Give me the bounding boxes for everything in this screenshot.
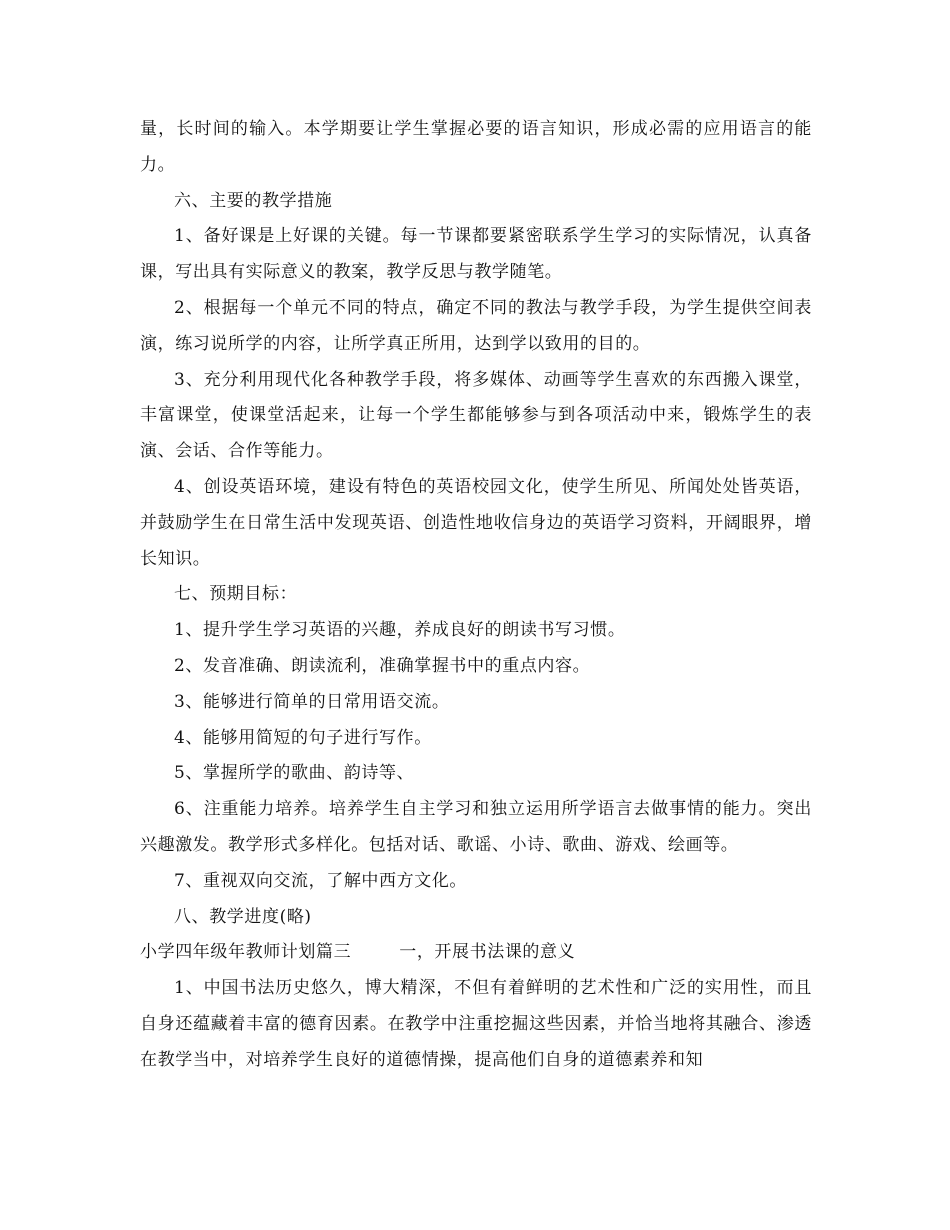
paragraph-goal-3: 3、能够进行简单的日常用语交流。	[174, 691, 450, 712]
paragraph-goal-4: 4、能够用简短的句子进行写作。	[174, 727, 432, 748]
paragraph-goal-5: 5、掌握所学的歌曲、韵诗等、	[174, 763, 415, 784]
heading-teaching-schedule: 八、教学进度(略)	[174, 906, 312, 927]
section-subtitle: 一，开展书法课的意义	[399, 942, 576, 963]
heading-teaching-measures: 六、主要的教学措施	[174, 190, 333, 211]
paragraph-goal-2: 2、发音准确、朗读流利，准确掌握书中的重点内容。	[174, 655, 591, 676]
section-title: 小学四年级年教师计划篇三	[140, 942, 352, 963]
paragraph-measure-4: 4、创设英语环境，建设有特色的英语校园文化，使学生所见、所闻处处皆英语，并鼓励学生在日常生活中发现英语、创造性地收信身边的英语学习资料，开阔眼界，增长知识。	[140, 476, 812, 569]
paragraph-measure-1: 1、备好课是上好课的关键。每一节课都要紧密联系学生学习的实际情况，认真备课，写出具有实际意义的教案，教学反思与教学随笔。	[140, 226, 812, 283]
document-body	[140, 112, 812, 1079]
heading-expected-goals: 七、预期目标：	[174, 584, 298, 605]
paragraph-goal-6: 6、注重能力培养。培养学生自主学习和独立运用所学语言去做事情的能力。突出兴趣激发。教学形式多样化。包括对话、歌谣、小诗、歌曲、游戏、绘画等。	[140, 799, 812, 855]
section-heading-line	[140, 935, 812, 971]
paragraph-calligraphy-1: 1、中国书法历史悠久，博大精深，不但有着鲜明的艺术性和广泛的实用性，而且自身还蕴藏着丰富的德育因素。在教学中注重挖掘这些因素，并恰当地将其融合、渗透在教学当中，对培养学生良好的道德情操，提高他们自身的道德素养和知	[140, 978, 812, 1070]
paragraph-measure-2: 2、根据每一个单元不同的特点，确定不同的教法与教学手段，为学生提供空间表演，练习说所学的内容，让所学真正所用，达到学以致用的目的。	[140, 297, 812, 354]
paragraph-intro: 量，长时间的输入。本学期要让学生掌握必要的语言知识，形成必需的应用语言的能力。	[140, 119, 812, 175]
paragraph-measure-3: 3、充分利用现代化各种教学手段，将多媒体、动画等学生喜欢的东西搬入课堂，丰富课堂，使课堂活起来，让每一个学生都能够参与到各项活动中来，锻炼学生的表演、会话、合作等能力。	[140, 369, 812, 462]
paragraph-goal-1: 1、提升学生学习英语的兴趣，养成良好的朗读书写习惯。	[174, 620, 626, 641]
paragraph-goal-7: 7、重视双向交流，了解中西方文化。	[174, 870, 468, 891]
